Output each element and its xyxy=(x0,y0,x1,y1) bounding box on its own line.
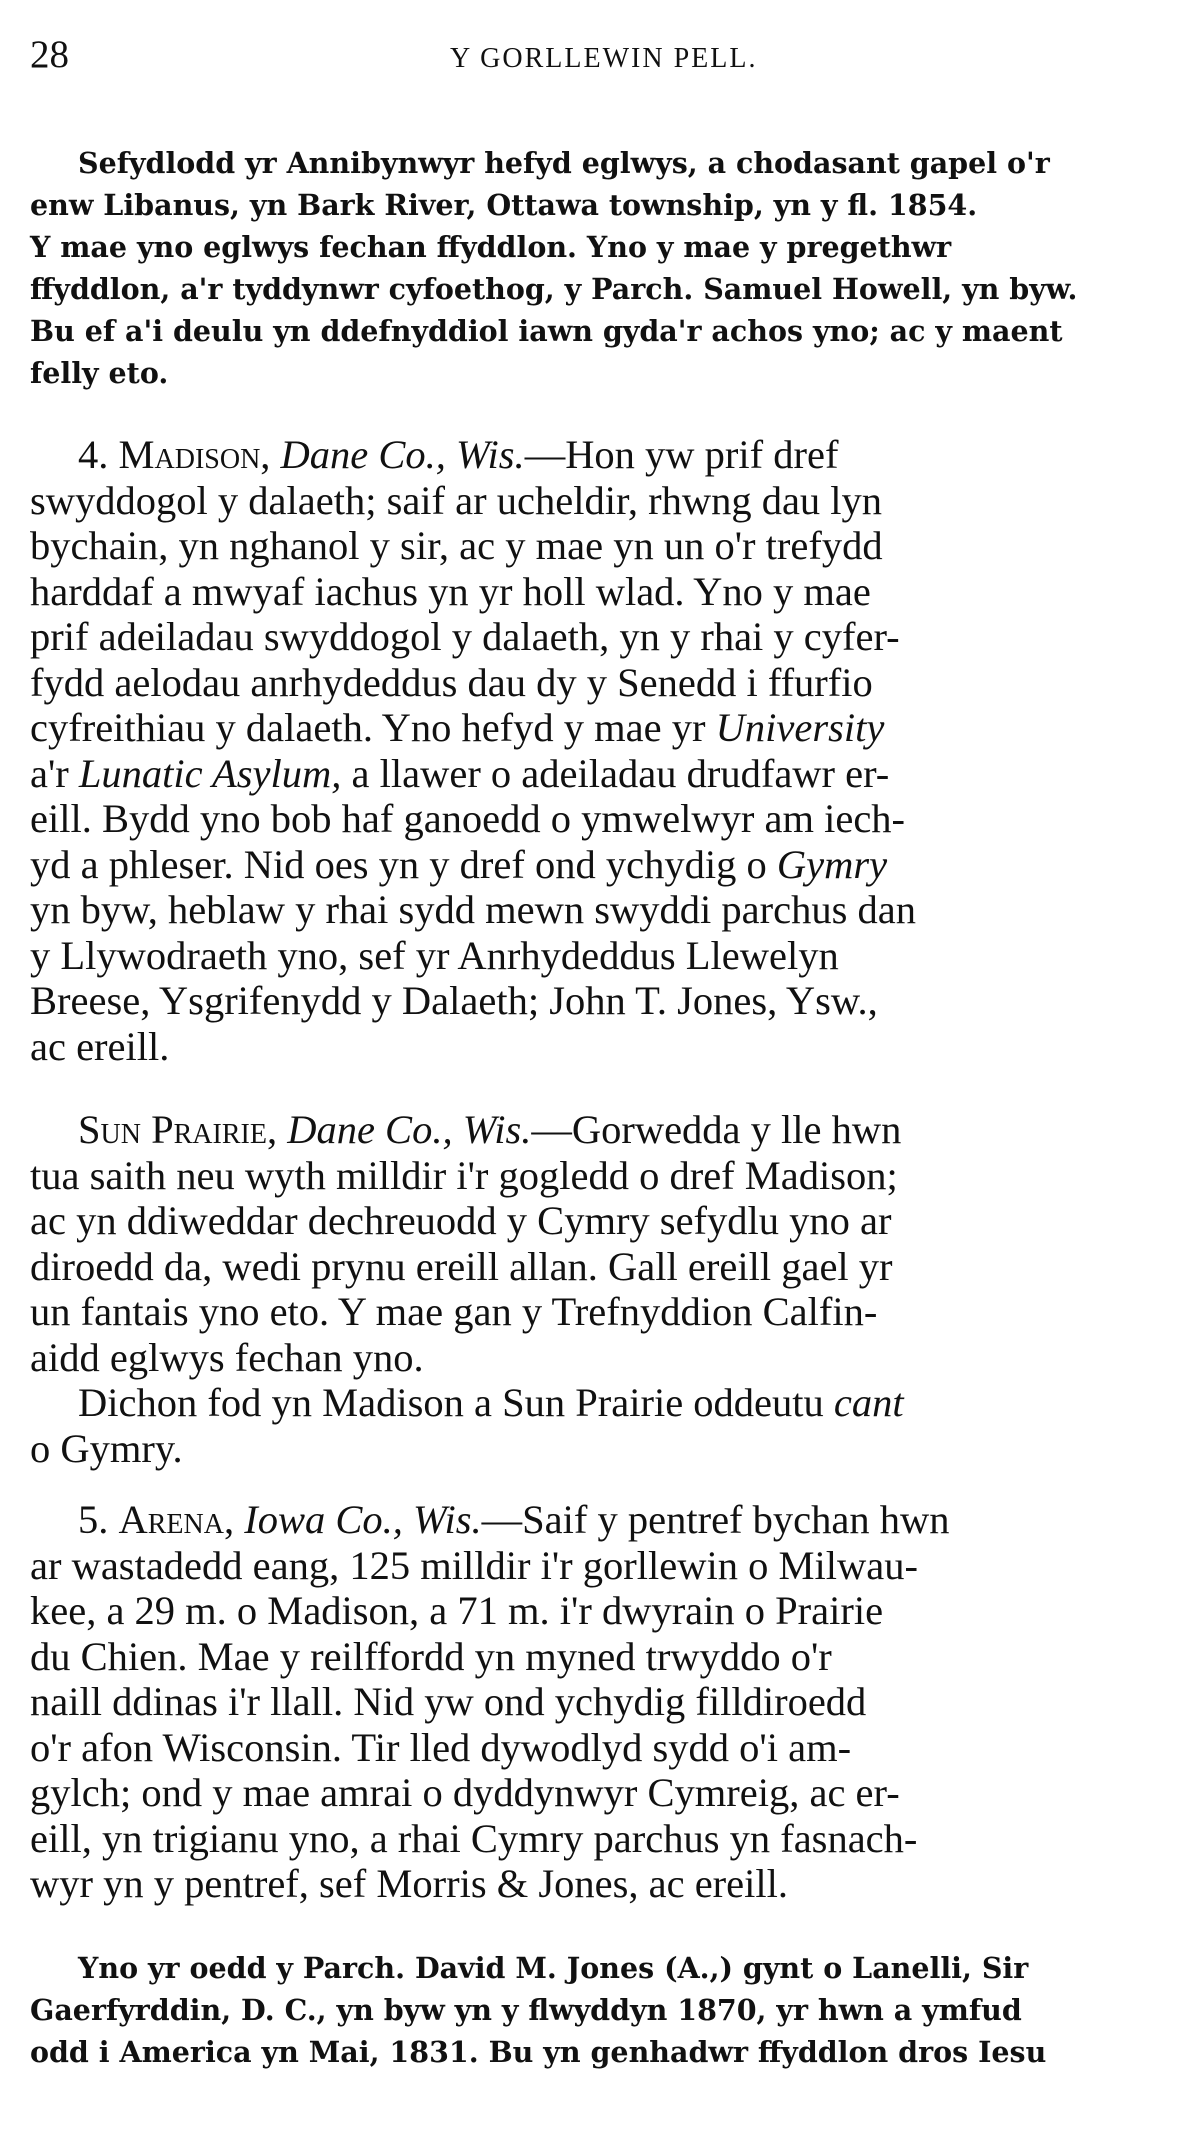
text-line: un fantais yno eto. Y mae gan y Trefnyddion Calfin- xyxy=(30,1289,878,1334)
text-line: gylch; ond y mae amrai o dyddynwyr Cymreig, ac er- xyxy=(30,1770,900,1815)
text-line xyxy=(30,1380,1173,1426)
text-run: cyfreithiau y dalaeth. Yno hefyd y mae yr xyxy=(30,705,716,750)
italic-term: Gymry xyxy=(776,841,888,887)
section-number: 4. xyxy=(78,432,109,477)
text-line: ar wastadedd eang, 125 milldir i'r gorllewin o Milwau- xyxy=(30,1542,918,1588)
page-number: 28 xyxy=(30,33,69,76)
italic-term: University xyxy=(715,705,885,750)
text-line: swyddogol y dalaeth; saif ar ucheldir, rhwng dau lyn xyxy=(30,477,883,523)
paragraph-arena xyxy=(30,1497,1173,1907)
county-state: Iowa Co., Wis. xyxy=(244,1497,482,1542)
text-line: Yno yr oedd y Parch. David M. Jones (A.,) gynt o Lanelli, Sir xyxy=(78,1950,1029,1985)
text-run: a'r xyxy=(30,750,79,796)
paragraph-sun-prairie xyxy=(30,1107,1173,1471)
place-name: Sun Prairie, xyxy=(78,1107,278,1152)
text-line xyxy=(30,751,1173,797)
text-line: ac yn ddiweddar dechreuodd y Cymry sefydlu yno ar xyxy=(30,1198,892,1243)
text-line: o Gymry. xyxy=(30,1425,183,1471)
running-title: Y GORLLEWIN PELL. xyxy=(450,43,758,74)
text-line xyxy=(30,1107,1173,1153)
text-line: felly eto. xyxy=(30,356,169,390)
text-line xyxy=(30,1497,1173,1543)
text-line: Gaerfyrddin, D. C., yn byw yn y flwyddyn 1870, yr hwn a ymfud xyxy=(30,1992,1022,2027)
text-line: Y mae yno eglwys fechan ffyddlon. Yno y mae y pregethwr xyxy=(30,230,952,264)
text-line: Sefydlodd yr Annibynwyr hefyd eglwys, a chodasant gapel o'r xyxy=(78,146,1050,180)
text-line: bychain, yn nghanol y sir, ac y mae yn un o'r trefydd xyxy=(30,523,883,568)
text-run: a llawer o adeiladau drudfawr er- xyxy=(341,750,890,796)
text-line: Bu ef a'i deulu yn ddefnyddiol iawn gyda'r achos yno; ac y maent xyxy=(30,314,1063,348)
text-line: diroedd da, wedi prynu ereill allan. Gall ereill gael yr xyxy=(30,1243,893,1289)
text-run: Dichon fod yn Madison a Sun Prairie oddeutu xyxy=(78,1380,834,1425)
paragraph-bark-river xyxy=(30,142,1173,394)
text-line: ffyddlon, a'r tyddynwr cyfoethog, y Parch. Samuel Howell, yn byw. xyxy=(30,272,1078,306)
text-line: kee, a 29 m. o Madison, a 71 m. i'r dwyrain o Prairie xyxy=(30,1588,884,1633)
paragraph-david-jones xyxy=(30,1947,1173,2073)
text-line: eill. Bydd yno bob haf ganoedd o ymwelwyr am iech- xyxy=(30,796,906,841)
county-state: Dane Co., Wis. xyxy=(287,1107,532,1152)
text-line: harddaf a mwyaf iachus yn yr holl wlad. Yno y mae xyxy=(30,568,871,614)
text-line: wyr yn y pentref, sef Morris & Jones, ac ereill. xyxy=(30,1861,789,1906)
text-line: tua saith neu wyth milldir i'r gogledd o dref Madison; xyxy=(30,1152,898,1198)
text-run: —Hon yw prif dref xyxy=(524,432,839,477)
text-line: eill, yn trigianu yno, a rhai Cymry parchus yn fasnach- xyxy=(30,1815,918,1861)
text-line: aidd eglwys fechan yno. xyxy=(30,1334,424,1380)
text-line xyxy=(30,705,1173,751)
text-line: o'r afon Wisconsin. Tir lled dywodlyd sydd o'i am- xyxy=(30,1724,852,1770)
text-line: fydd aelodau anrhydeddus dau dy y Senedd i ffurfio xyxy=(30,659,873,705)
text-line xyxy=(30,842,1173,888)
text-line xyxy=(30,432,1173,478)
text-run: —Gorwedda y lle hwn xyxy=(531,1107,902,1152)
text-line: y Llywodraeth yno, sef yr Anrhydeddus Llewelyn xyxy=(30,932,839,978)
text-run: —Saif y pentref bychan hwn xyxy=(481,1497,950,1542)
paragraph-madison xyxy=(30,432,1173,1069)
place-name: Madison, xyxy=(118,432,271,477)
text-line: Breese, Ysgrifenydd y Dalaeth; John T. Jones, Ysw., xyxy=(30,978,878,1023)
section-number: 5. xyxy=(78,1497,109,1542)
text-line: yn byw, heblaw y rhai sydd mewn swyddi parchus dan xyxy=(30,887,916,932)
text-run: yd a phleser. Nid oes yn y dref ond ychydig o xyxy=(30,841,777,887)
text-line: enw Libanus, yn Bark River, Ottawa township, yn y fl. 1854. xyxy=(30,188,978,222)
text-line: prif adeiladau swyddogol y dalaeth, yn y rhai y cyfer- xyxy=(30,614,900,659)
text-line: odd i America yn Mai, 1831. Bu yn genhadwr ffyddlon dros Iesu xyxy=(30,2034,1047,2069)
text-line: naill ddinas i'r llall. Nid yw ond ychydig filldiroedd xyxy=(30,1679,867,1724)
text-line: ac ereill. xyxy=(30,1023,170,1069)
county-state: Dane Co., Wis. xyxy=(280,432,525,477)
place-name: Arena, xyxy=(118,1497,235,1542)
italic-term: cant xyxy=(833,1380,904,1425)
italic-term: Lunatic Asylum, xyxy=(78,750,342,796)
text-line: du Chien. Mae y reilffordd yn myned trwyddo o'r xyxy=(30,1633,832,1679)
running-header xyxy=(30,32,1173,82)
